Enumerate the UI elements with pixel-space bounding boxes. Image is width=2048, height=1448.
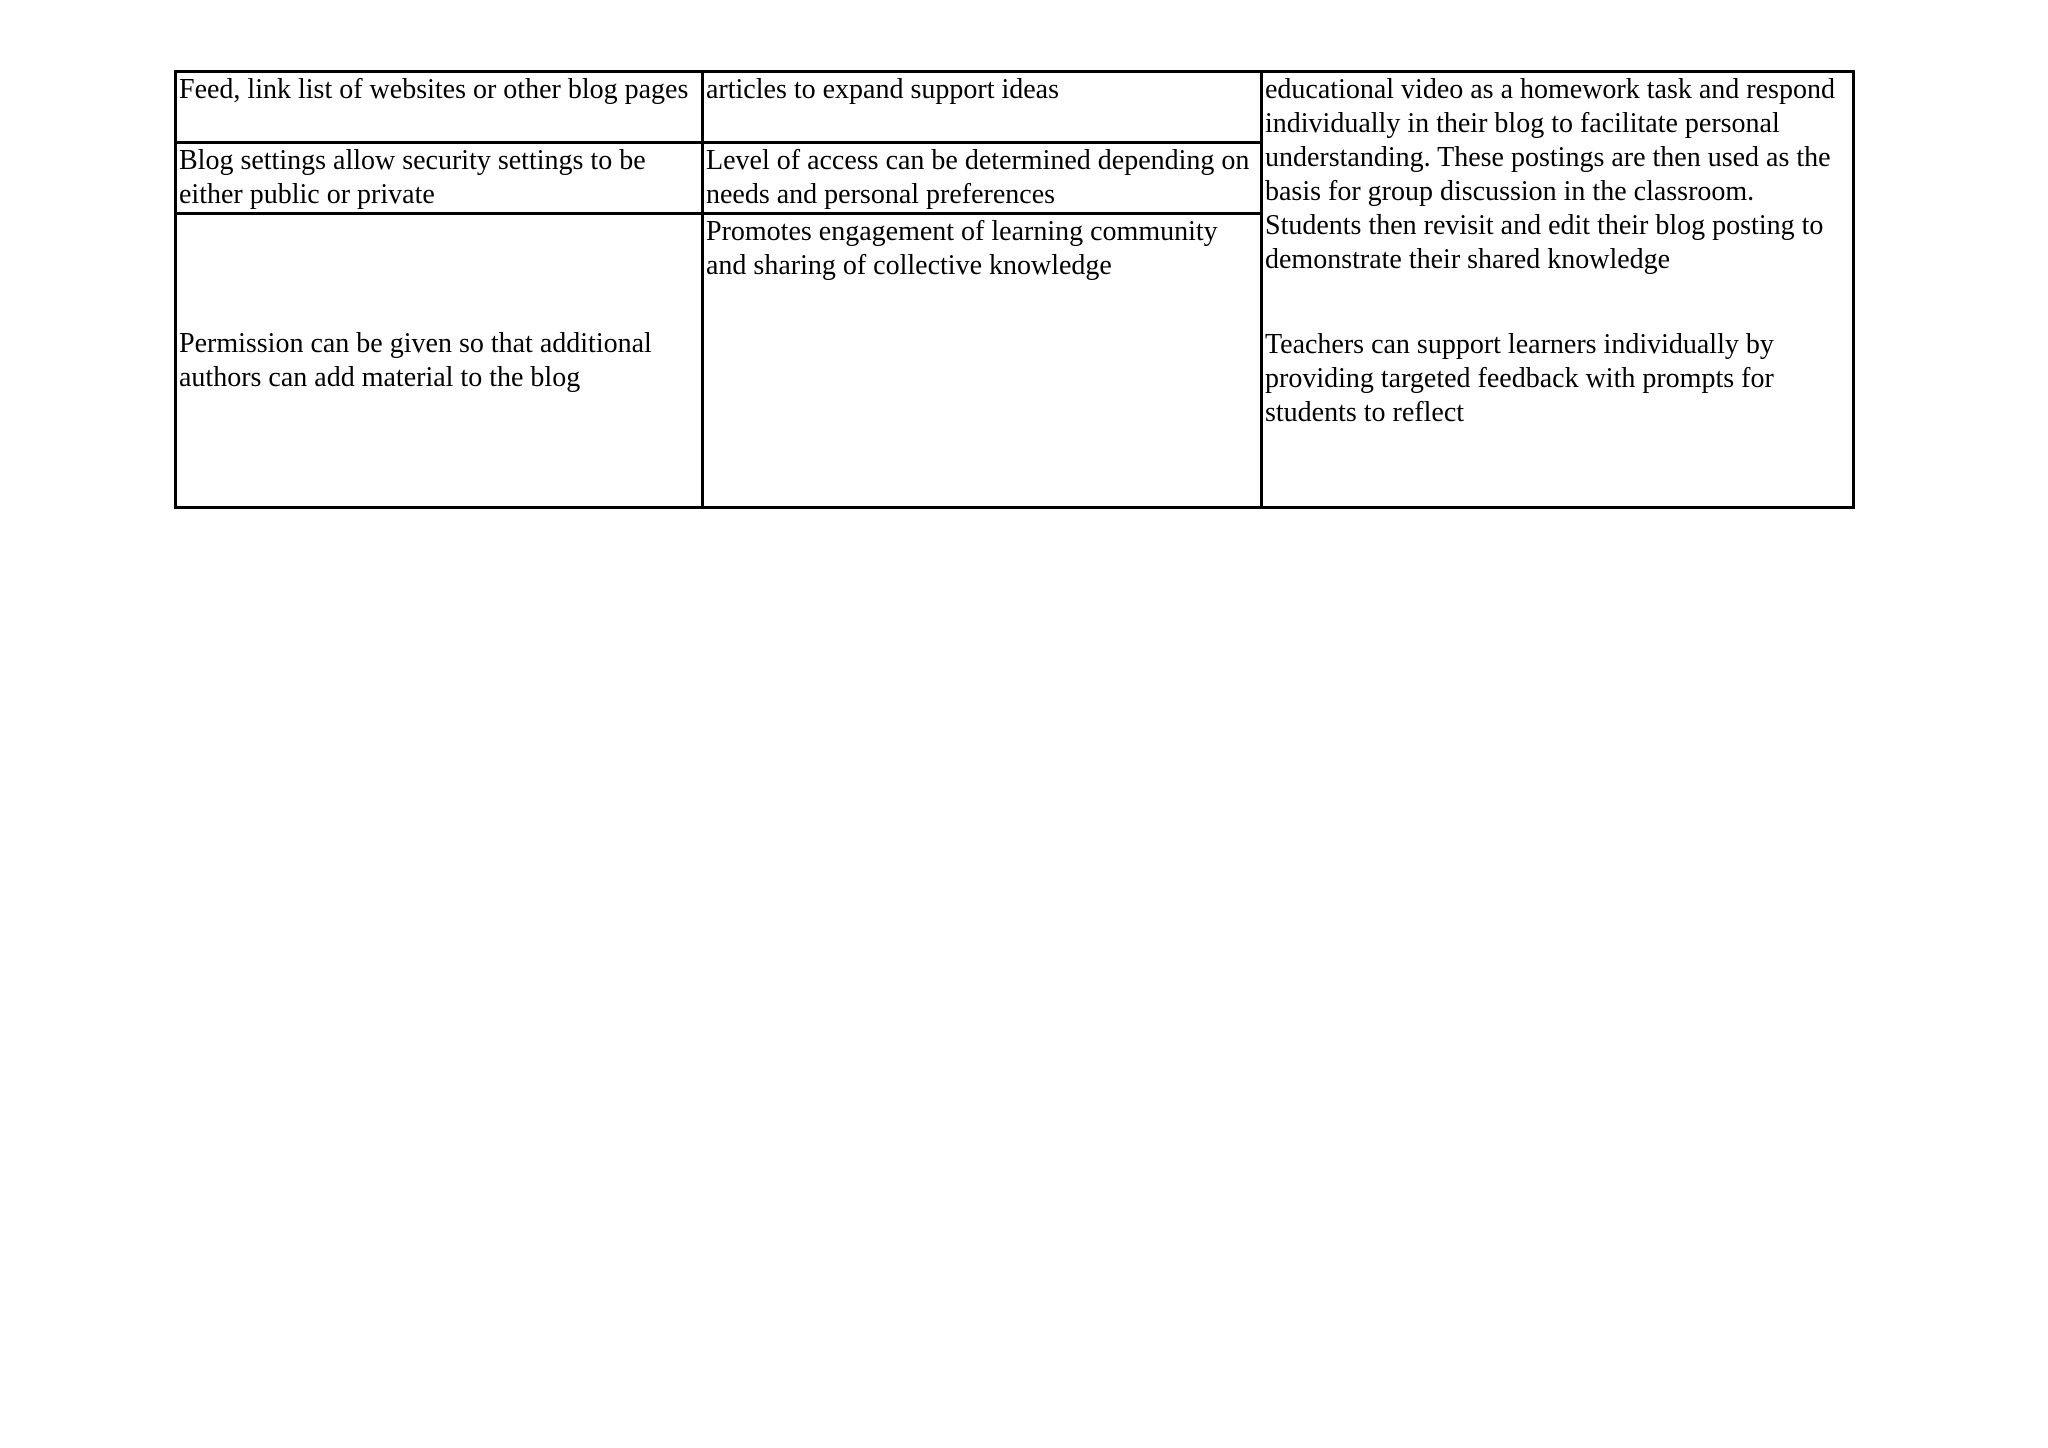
table-cell-feature: Blog settings allow security settings to be either public or private: [176, 143, 703, 214]
paragraph-spacer: [1265, 277, 1850, 328]
table-row: [176, 72, 1854, 143]
example-paragraph: educational video as a homework task and respond individually in their blog to facilitate personal understanding. These postings are then used as the basis for group discussion in the classroom. Students then revisit and edit their blog posting to demonstrate their shared knowledge: [1265, 74, 1835, 275]
table-cell-feature: Feed, link list of websites or other blog pages: [176, 72, 703, 143]
table-cell-feature: Permission can be given so that additional authors can add material to the blog: [176, 214, 703, 508]
table-cell-example: [1262, 72, 1854, 508]
table-cell-benefit: articles to expand support ideas: [703, 72, 1262, 143]
table-cell-benefit: Promotes engagement of learning community and sharing of collective knowledge: [703, 214, 1262, 508]
example-paragraph: Teachers can support learners individually by providing targeted feedback with prompts for students to reflect: [1265, 329, 1774, 428]
content-table: [174, 70, 1855, 509]
table-cell-benefit: Level of access can be determined depending on needs and personal preferences: [703, 143, 1262, 214]
